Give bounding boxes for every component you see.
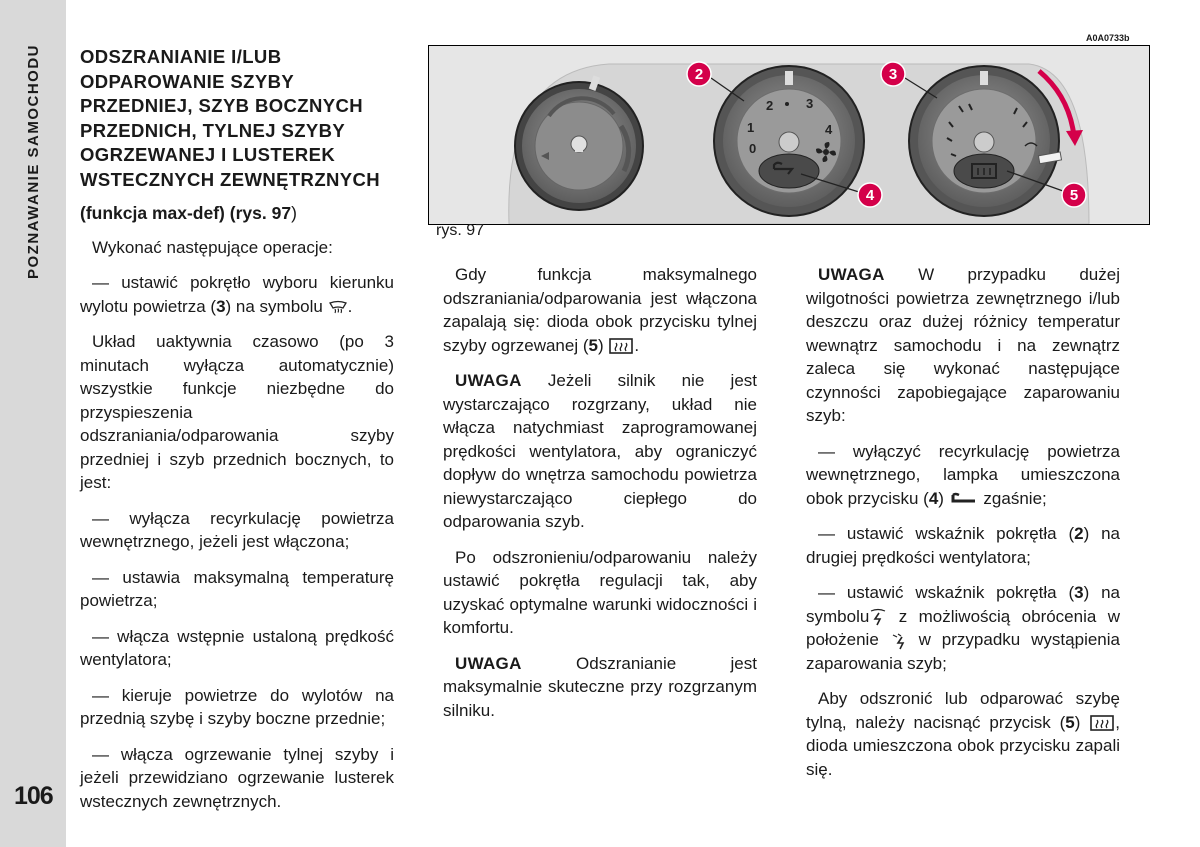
- note-label: UWAGA: [455, 653, 522, 673]
- heading-line: PRZEDNICH, TYLNEJ SZYBY: [80, 119, 346, 141]
- paragraph: [806, 581, 1120, 675]
- text: ): [597, 335, 604, 355]
- text: ) na drugiej prędkości wentylatora;: [806, 524, 1120, 567]
- windscreen-defrost-icon: [328, 300, 348, 314]
- section-heading: [80, 45, 394, 192]
- ref-number: 5: [1065, 712, 1075, 732]
- text: zgaśnie;: [978, 488, 1047, 508]
- paragraph: [806, 440, 1120, 511]
- heading-line: OGRZEWANEJ I LUSTEREK: [80, 144, 336, 165]
- paragraph: — kieruje powietrze do wylotów na przednią szybę i szyby boczne przednie;: [80, 685, 394, 728]
- text: — ustawić wskaźnik pokrętła (: [818, 583, 1075, 602]
- callout-2-label: 2: [694, 66, 704, 83]
- paragraph: [443, 263, 757, 357]
- fan-level-2: 2: [766, 98, 774, 113]
- recirculation-icon: [949, 492, 979, 506]
- subheading-function: (funkcja max-def): [80, 203, 225, 223]
- ref-number: 3: [216, 296, 226, 316]
- note-label: UWAGA: [818, 265, 885, 284]
- paragraph: Po odszronieniu/odparowaniu należy ustawić pokrętła regulacji tak, aby uzyskać optymalne warunki widoczności i komfortu.: [443, 547, 757, 637]
- fan-level-3: 3: [806, 96, 814, 111]
- heading-line: PRZEDNIEJ, SZYB BOCZNYCH: [80, 95, 364, 116]
- column-2: [443, 263, 757, 734]
- paragraph: Układ uaktywnia czasowo (po 3 minutach wyłącza automatycznie) wszystkie funkcje niezbędne do przyspieszenia odszraniania/odparowania szyby przedniej i szyb przednich bocznych, to jest:: [80, 332, 394, 492]
- heading-line: WSTECZNYCH ZEWNĘTRZNYCH: [80, 168, 381, 190]
- paragraph: [80, 271, 394, 318]
- sidebar: [0, 0, 66, 847]
- callout-5-label: 5: [1069, 187, 1079, 204]
- rear-defrost-icon: [608, 337, 634, 355]
- climate-panel-illustration: [429, 46, 1149, 224]
- subheading-figure-ref: (rys. 97: [229, 203, 292, 223]
- callout-4-label: 4: [865, 187, 875, 204]
- text: ) na symbolu: [225, 296, 323, 316]
- text: — ustawić wskaźnik pokrętła (: [818, 524, 1075, 543]
- text: .: [347, 296, 353, 316]
- heading-line: ODPAROWANIE SZYBY: [80, 70, 295, 92]
- ref-number: 5: [588, 335, 598, 355]
- paragraph: [806, 263, 1120, 428]
- fan-speed-knob: [714, 66, 864, 216]
- fan-level-0: 0: [749, 141, 757, 156]
- text: Odszranianie jest maksymalnie skuteczne przy rozgrzanym silniku.: [443, 653, 757, 720]
- section-title: [18, 44, 48, 344]
- text: W przypadku dużej wilgotności powietrza zewnętrznego i/lub deszczu oraz dużej różnicy temperatur wewnątrz samochodu i na zewnątrz zaleca się wykonać następujące czynności zapobiegające zaparowaniu szyb:: [806, 265, 1120, 425]
- subheading-close: ): [291, 203, 297, 223]
- paragraph: Wykonać następujące operacje:: [92, 237, 333, 257]
- paragraph: — włącza ogrzewanie tylnej szyby i jeżeli przewidziano ogrzewanie lusterek wstecznych zewnętrznych.: [80, 744, 394, 811]
- ref-number: 3: [1074, 583, 1084, 602]
- fan-level-4: 4: [825, 122, 833, 137]
- fan-level-1: 1: [747, 120, 755, 135]
- figure-climate-controls: [428, 45, 1150, 225]
- ref-number: 2: [1074, 524, 1084, 543]
- text: Aby odszronić lub odparować szybę tylną, należy nacisnąć przycisk (: [806, 689, 1120, 732]
- section-title-text: POZNAWANIE SAMOCHODU: [24, 44, 42, 280]
- paragraph: [443, 652, 757, 723]
- text: — wyłączyć recyrkulację powietrza wewnętrznego, lampka umieszczona obok przycisku (: [806, 441, 1120, 508]
- note-label: UWAGA: [455, 371, 522, 390]
- text: Gdy funkcja maksymalnego odszraniania/odparowania jest włączona zapalają się: dioda obok przycisku tylnej szyby ogrzewanej (: [443, 265, 757, 355]
- paragraph: [806, 687, 1120, 781]
- heading-line: ODSZRANIANIE I/LUB: [80, 46, 282, 67]
- ref-number: 4: [928, 488, 939, 508]
- text: ): [938, 488, 944, 508]
- windscreen-airflow-icon: [890, 632, 908, 650]
- text: z możliwością obrócenia w położenie: [806, 606, 1120, 649]
- text: Jeżeli silnik nie jest wystarczająco rozgrzany, układ nie włącza natychmiast zaprogramowanej prędkości wentylatora, aby ograniczyć dopływ do wnętrza samochodu powietrza niewystarczająco ciepłego do odparowania szyb.: [443, 371, 757, 531]
- subheading: [80, 202, 394, 226]
- text: w przypadku wystąpienia zaparowania szyb;: [806, 630, 1120, 673]
- paragraph: — ustawia maksymalną temperaturę powietrza;: [80, 567, 394, 610]
- figure-code: A0A0733b: [1086, 33, 1130, 43]
- text: — ustawić pokrętło wyboru kierunku wylotu powietrza (: [80, 273, 394, 316]
- paragraph: [806, 522, 1120, 569]
- text: , dioda umieszczona obok przycisku zapali się.: [806, 712, 1120, 779]
- text: ): [1074, 712, 1081, 732]
- page-number: 106: [14, 782, 53, 810]
- column-3: [806, 263, 1120, 793]
- paragraph: — wyłącza recyrkulację powietrza wewnętrznego, jeżeli jest włączona;: [80, 508, 394, 551]
- text: ) na symbolu: [806, 583, 1120, 626]
- windscreen-and-floor-icon: [869, 608, 887, 626]
- rear-defrost-icon: [1089, 714, 1115, 732]
- text: .: [634, 335, 640, 355]
- callout-3-label: 3: [888, 66, 898, 83]
- figure-caption: rys. 97: [436, 222, 485, 239]
- paragraph: [443, 369, 757, 534]
- paragraph: — włącza wstępnie ustaloną prędkość wentylatora;: [80, 626, 394, 669]
- column-1: [80, 45, 394, 825]
